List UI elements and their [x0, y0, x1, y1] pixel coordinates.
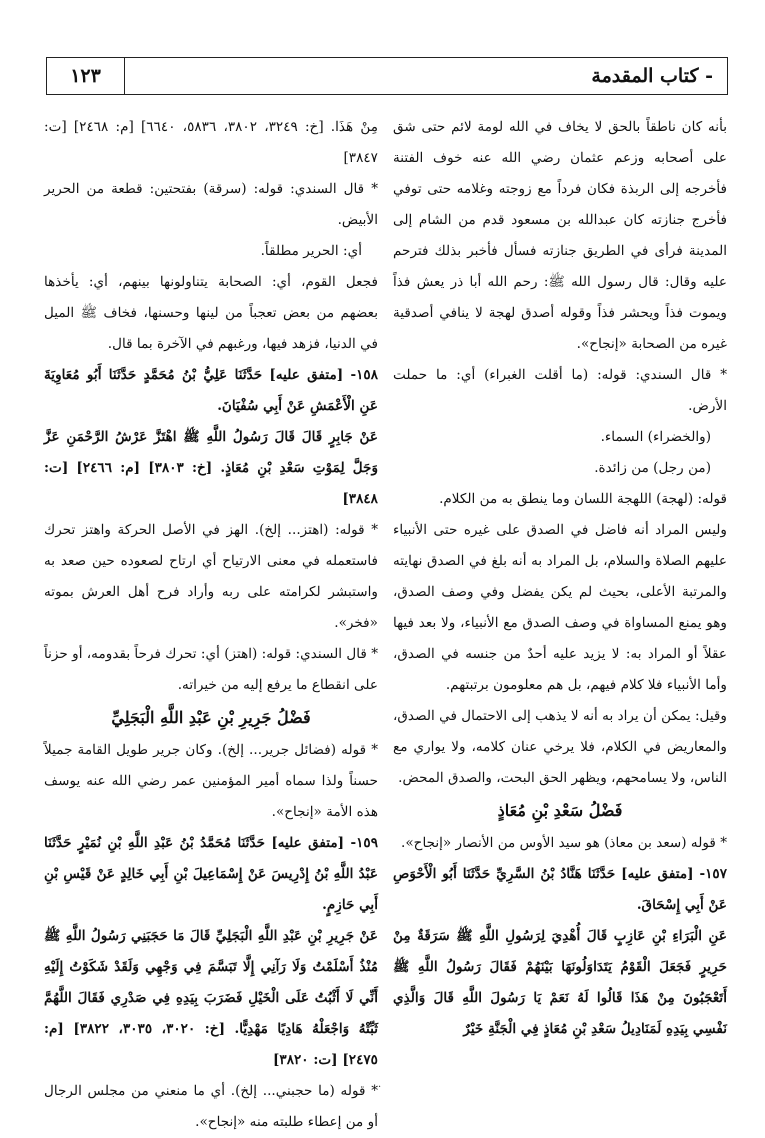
- sub-note: أي: الحرير مطلقاً.: [260, 243, 362, 259]
- paragraph: مِنْ هَذَا. [خ: ٣٢٤٩، ٣٨٠٢، ٥٨٣٦، ٦٦٤٠] [م: ٢٤٦٨] [ت: ٣٨٤٧]: [44, 119, 378, 166]
- paragraph: * قال السندي: قوله: (ما أقلت الغبراء) أي: ما حملت الأرض.: [393, 367, 727, 414]
- sub-note: (والخضراء) السماء.: [600, 429, 711, 445]
- section-heading: فَضْلُ سَعْدِ بْنِ مُعَاذٍ: [497, 801, 623, 820]
- page-header: [46, 57, 728, 95]
- hadith-text: عَنْ جَرِيرِ بْنِ عَبْدِ اللَّهِ الْبَجَلِيِّ قَالَ مَا حَجَبَنِي رَسُولُ اللَّهِ ﷺ مُنْذُ أَسْلَمْتُ وَلَا رَآنِي إِلَّا تَبَسَّمَ فِي وَجْهِي وَلَقَدْ شَكَوْتُ إِلَيْهِ أَنِّي لَا أَثْبُتُ عَلَى الْخَيْلِ فَضَرَبَ بِيَدِهِ فِي صَدْرِي فَقَالَ اللَّهُمَّ ثَبِّتْهُ وَاجْعَلْهُ هَادِيًا مَهْدِيًّا. [خ: ٣٠٢٠، ٣٠٣٥، ٣٨٢٢] [م: ٢٤٧٥] [ت: ٣٨٢٠]: [44, 928, 379, 1068]
- paragraph: فجعل القوم، أي: الصحابة يتناولونها بينهم، أي: يأخذها بعضهم من بعض تعجباً من لينها وحسنها، فخاف ﷺ الميل في الدنيا، فزهد فيها، ورغبهم في الآخرة بما قال.: [44, 274, 378, 352]
- paragraph: * قوله (فضائل جرير... إلخ). وكان جرير طويل القامة جميلاً حسناً ولذا سماه أمير المؤمنين عمر رضي الله عنه يوسف هذه الأمة «إنجاح».: [44, 742, 378, 820]
- paragraph: قوله: (لهجة) اللهجة اللسان وما ينطق به من الكلام.: [439, 491, 727, 507]
- hadith-text: عَنِ الْبَرَاءِ بْنِ عَازِبٍ قَالَ أُهْدِيَ لِرَسُولِ اللَّهِ ﷺ سَرَقَةٌ مِنْ حَرِيرٍ فَجَعَلَ الْقَوْمُ يَتَدَاوَلُونَهَا بَيْنَهُمْ فَقَالَ رَسُولُ اللَّهِ ﷺ أَتَعْجَبُونَ مِنْ هَذَا قَالُوا لَهُ نَعَمْ يَا رَسُولَ اللَّهِ قَالَ وَالَّذِي نَفْسِي بِيَدِهِ لَمَنَادِيلُ سَعْدِ بْنِ مُعَاذٍ فِي الْجَنَّةِ خَيْرٌ: [393, 928, 727, 1037]
- hadith-text: ١٥٩- [متفق عليه] حَدَّثَنَا مُحَمَّدُ بْنُ عَبْدِ اللَّهِ بْنِ نُمَيْرٍ حَدَّثَنَا عَبْدُ اللَّهِ بْنُ إِدْرِيسَ عَنْ إِسْمَاعِيلَ بْنِ أَبِي خَالِدٍ عَنْ قَيْسِ بْنِ أَبِي حَازِمٍ.: [44, 835, 378, 913]
- sub-note: (من رجل) من زائدة.: [594, 460, 711, 476]
- book-title: - كتاب المقدمة: [591, 65, 713, 87]
- hadith-text: ١٥٧- [متفق عليه] حَدَّثَنَا هَنَّادُ بْنُ السَّرِيِّ حَدَّثَنَا أَبُو الْأَحْوَصِ عَنْ أَبِي إِسْحَاقَ.: [393, 866, 727, 913]
- left-column: [44, 112, 378, 1138]
- paragraph: * قوله (سعد بن معاذ) هو سيد الأوس من الأنصار «إنجاح».: [401, 835, 727, 851]
- paragraph: * قوله (ما حجبني... إلخ). أي ما منعني من مجلس الرجال أو من إعطاء طلبته منه «إنجاح».: [44, 1083, 378, 1130]
- hadith-text: ١٥٨- [متفق عليه] حَدَّثَنَا عَلِيُّ بْنُ مُحَمَّدٍ حَدَّثَنَا أَبُو مُعَاوِيَةَ عَنِ الْأَعْمَشِ عَنْ أَبِي سُفْيَانَ.: [44, 367, 378, 414]
- hadith-text: عَنْ جَابِرٍ قَالَ قَالَ رَسُولُ اللَّهِ ﷺ اهْتَزَّ عَرْشُ الرَّحْمَنِ عَزَّ وَجَلَّ لِمَوْتِ سَعْدِ بْنِ مُعَاذٍ. [خ: ٣٨٠٣] [م: ٢٤٦٦] [ت: ٣٨٤٨]: [44, 429, 379, 507]
- paragraph: بأنه كان ناطقاً بالحق لا يخاف في الله لومة لائم حتى شق على أصحابه وزعم عثمان رضي الله عنه خوف الفتنة فأخرجه إلى الربذة فكان فرداً مع زوجته وغلامه حتى توفي فأخرج جنازته كان عبدالله بن مسعود قدم من الشام إلى المدينة فرأى في الطريق جنازته فسأل فأخبر بذلك فترحم عليه وقال: قال رسول الله ﷺ: رحم الله أبا ذر يعش فذاً ويموت فذاً ويحشر فذاً وقوله أصدق لهجة لا ينافي أصدقية غيره من الصحابة «إنجاح».: [393, 119, 727, 352]
- paragraph: * قال السندي: قوله: (سرقة) بفتحتين: قطعة من الحرير الأبيض.: [44, 181, 378, 228]
- right-column: [393, 112, 727, 1045]
- section-heading: فَضْلُ جَرِيرِ بْنِ عَبْدِ اللَّهِ الْبَجَلِيِّ: [111, 708, 311, 727]
- paragraph: * قوله: (اهتز... إلخ). الهز في الأصل الحركة واهتز تحرك فاستعمله في معنى الارتياح أي ارتاح لصعوده حين صعد به واستبشر لكرامته على ربه وأراد فرح أهل العرش بموته «فخر».: [44, 522, 378, 631]
- paragraph: وليس المراد أنه فاضل في الصدق على غيره حتى الأنبياء عليهم الصلاة والسلام، بل المراد به أنه بلغ في الصدق نهايته والمرتبة الأعلى، بحيث لم يكن يفضل وفي وصف الصدق، وهو يمنع المساواة في وصف الصدق مع الأنبياء، ولا بعد فيها عقلاً أو المراد به: لا يزيد عليه أحدٌ من جنسه في الصدق، وأما الأنبياء فلا كلام فيهم، بل هم معلومون برتبتهم.: [393, 522, 727, 693]
- page-number: ١٢٣: [47, 58, 125, 94]
- footer-mark: ·: [378, 1082, 382, 1093]
- paragraph: وقيل: يمكن أن يراد به أنه لا يذهب إلى الاحتمال في الصدق، والمعاريض في الكلام، فلا يرخي عنان كلامه، ولا يواري مع الناس، ولا يسامحهم، ويظهر الحق البحت، والصدق المحض.: [393, 708, 727, 786]
- paragraph: * قال السندي: قوله: (اهتز) أي: تحرك فرحاً بقدومه، أو حزناً على انقطاع ما يرفع إليه من خيراته.: [43, 646, 378, 693]
